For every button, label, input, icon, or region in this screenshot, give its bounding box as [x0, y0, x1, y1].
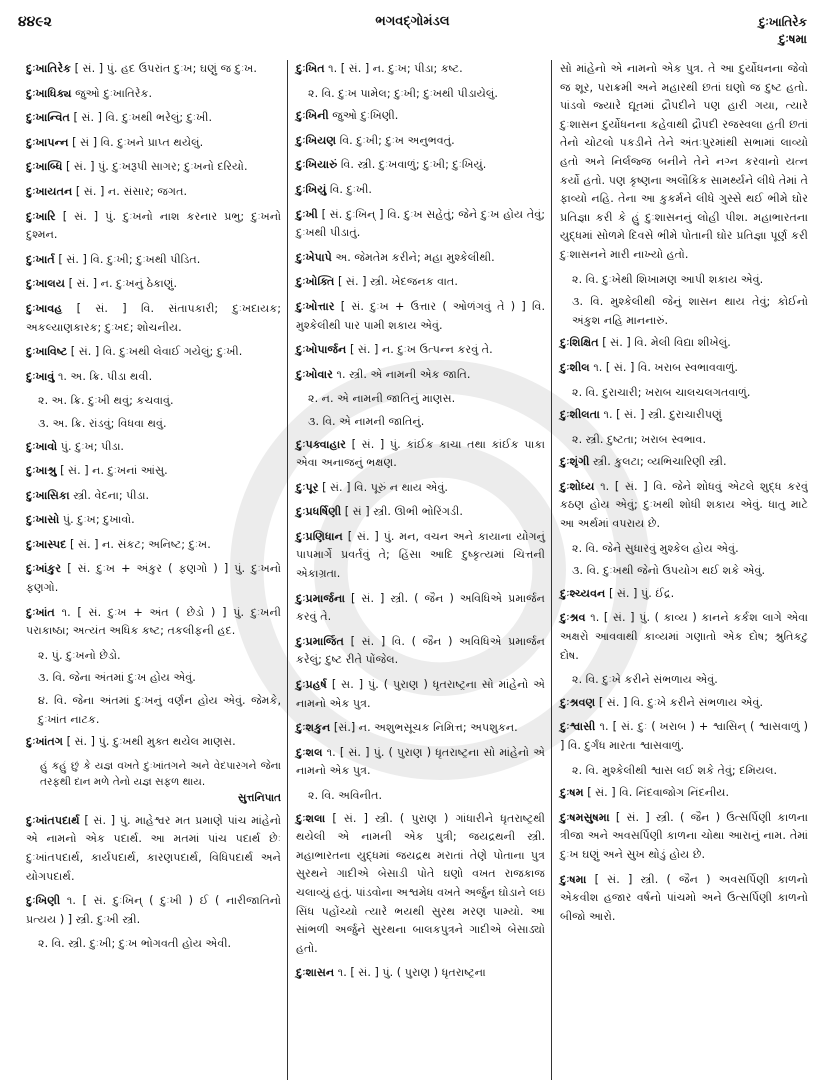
definition: જુઓ દુઃખાતિરેક.: [75, 86, 153, 100]
dictionary-entry: [26, 183, 281, 202]
headword: દુઃપૂર: [296, 480, 319, 494]
definition: ૧. [ સં. દુઃ ( ખરાબ ) + શ્વાસિન્ ( શ્વાસવાળું ) ] વિ. દુર્ગંધ મારતા શ્વાસવાળું.: [560, 720, 808, 752]
citation-quote: [40, 758, 281, 806]
headword: દુઃખાસિકા: [26, 488, 70, 502]
headword: દુઃખિણી: [26, 894, 61, 908]
headword: દુઃખાતિરેક: [26, 62, 72, 75]
dictionary-entry: [26, 251, 281, 270]
headword: દુઃશ્રવ: [560, 611, 586, 625]
dictionary-entry: [296, 964, 545, 983]
dictionary-entry: [296, 298, 545, 335]
dictionary-entry: [296, 273, 545, 292]
page-header: [0, 0, 825, 52]
dictionary-entry: [296, 132, 545, 151]
definition: [ સં. ] ન. દુઃખનું ઠેકાણું.: [68, 277, 178, 291]
dictionary-entry: [26, 511, 281, 530]
dictionary-entry: [26, 275, 281, 294]
sub-sense: ૨. અ. ક્રિ. દુઃખી થવું; કચવાવું.: [38, 394, 174, 408]
headword: દુઃખાસ્પદ: [26, 537, 67, 551]
dictionary-entry: [560, 609, 808, 665]
dictionary-entry: [296, 633, 545, 670]
definition: સ્ત્રી. કુલટા; વ્યભિચારિણી સ્ત્રી.: [593, 455, 727, 469]
headword: દુઃખાલય: [26, 277, 66, 291]
definition: ૧. [ સં. ] પું. ( પુરાણ ) ધૃતરાષ્ટ્રના: [337, 966, 486, 980]
definition: વિ. દુઃખી.: [329, 182, 372, 196]
definition: [ સં. ] ન. દુઃખ ઉત્પન્ન કરવું તે.: [349, 343, 493, 357]
sub-sense: ૨. સ્ત્રી. દુષ્ટતા; ખરાબ સ્વભાવ.: [572, 432, 707, 446]
definition: વિ. દુઃખી; દુઃખ અનુભવતું.: [339, 133, 455, 147]
headword: દુઃપ્રધર્ષિણી: [296, 505, 342, 519]
definition: [ સં. ] પું. હદ ઉપરાંત દુઃખ; ઘણું જ દુઃખ.: [74, 62, 257, 75]
quote-text: હું કહું છું કે યજ્ઞ વખતે દુઃખાંતગને અને વેદપારગને જેના તરફથી દાન મળે તેનો યજ્ઞ સફળ થાય.: [40, 759, 281, 788]
definition: ૧. [ સં. ] ન. દુઃખ; પીડા; કષ્ટ.: [328, 62, 463, 75]
headword: દુઃખાંકુર: [26, 562, 62, 576]
dictionary-entry: [26, 109, 281, 128]
headword: દુઃખાંતગ: [26, 735, 63, 749]
definition: [ સં. ] ન. દુઃખનાં આંસુ.: [60, 464, 168, 478]
dictionary-entry: [26, 158, 281, 177]
column-1: [26, 60, 288, 1080]
sub-sense: ૩. વિ. દુઃખથી જેનો ઉપયોગ થઈ શકે એવું.: [572, 564, 766, 578]
definition: [ સં. ] વિ. દુઃખથી ભરેલું; દુઃખી.: [73, 111, 213, 125]
dictionary-entry: [26, 300, 281, 337]
definition: [ સં. ] ન. સંસાર; જગત.: [75, 184, 188, 198]
sub-sense: ૩. વિ. એ નામની જાતિનું.: [308, 414, 425, 428]
headword: દુઃષમા: [560, 872, 587, 886]
definition: સ્ત્રી. વેદના; પીડા.: [73, 488, 150, 502]
dictionary-entry: [26, 438, 281, 457]
dictionary-entry: [560, 784, 808, 803]
definition: [ સં. દુઃખ + અંકુર ( ફણગો ) ] પું. દુઃખનો ફણગો.: [26, 562, 281, 595]
definition: [ સં. ] સ્ત્રી. ( જૈન ) ઉત્સર્પિણી કાળના ત્રીજા અને અવસર્પિણી કાળના ચોથા આરાનું નામ. તેમાં દુઃખ ઘણું અને સુખ થોડું હોય છે.: [560, 810, 808, 861]
dictionary-entry: [560, 478, 808, 534]
dictionary-entry: [26, 604, 281, 641]
headword: દુઃખિયારું: [296, 158, 338, 172]
definition: [ સં. ] પું. ઈંદ્ર.: [608, 586, 675, 600]
headword: દુઃપ્રહર્ષ: [296, 678, 327, 692]
definition: [ સ. ] પું. ( પુરાણ ) ધૃતરાષ્ટ્રના સો માંહેનો એ નામનો એક પુત્ર.: [296, 678, 545, 710]
sub-sense: ૨. વિ. દુરાચારી; ખરાબ ચાલચલગતવાળું.: [572, 385, 751, 399]
dictionary-columns: [26, 60, 808, 1080]
headword: દુઃપ્રમાર્જિત: [296, 634, 344, 648]
dictionary-entry: [26, 560, 281, 597]
definition: [ સં. ] પું. કાંઈક કાચા તથા કાંઈક પાકા એવા અનાજનું ભક્ષણ.: [296, 437, 545, 470]
definition: ૧. અ. ક્રિ. પીડા થવી.: [57, 369, 153, 383]
dictionary-entry: [26, 536, 281, 555]
definition: પું. દુઃખ; પીડા.: [60, 439, 124, 453]
headword: દુઃખાબ્ધિ: [26, 160, 63, 174]
sub-sense: ૩. અ. ક્રિ. રાંડવું; વિધવા થવું.: [38, 416, 167, 430]
column-3: [552, 60, 808, 1080]
headword: દુઃશલા: [296, 811, 326, 825]
dictionary-entry: [26, 85, 281, 104]
headword: દુઃખી: [296, 207, 318, 221]
sub-sense: ૨. વિ. દુઃખે કરીને સંભળાય એવું.: [572, 673, 718, 687]
dictionary-entry: [26, 134, 281, 153]
sub-sense: ૨. પું. દુઃખનો છેડો.: [38, 648, 121, 662]
definition: પું. દુઃખ; દુખાવો.: [62, 513, 135, 527]
definition: [ સં. ] વિ. ( જૈન ) અવિધિએ પ્રમાર્જન કરેલું; દુષ્ટ રીતે પોંજેલ.: [296, 634, 545, 667]
dictionary-entry: [296, 60, 545, 79]
quote-source: સુત્તનિપાત: [237, 791, 281, 804]
definition: [ સં. ] વિ. દુઃખથી લેવાઈ ગયેલું; દુઃખી.: [70, 345, 243, 359]
headword: દુઃખિયું: [296, 182, 327, 196]
sub-sense: ૩. વિ. જેના અંતમાં દુઃખ હોય એવું.: [38, 671, 196, 685]
sub-sense: ૨. વિ. મુશ્કેલીથી શ્વાસ લઈ શકે તેવું; દમિયલ.: [572, 763, 778, 777]
column-2: [288, 60, 552, 1080]
dictionary-entry: [296, 479, 545, 498]
definition: વિ. સ્ત્રી. દુઃખવાળું; દુઃખી; દુઃખિયું.: [340, 158, 487, 172]
dictionary-entry: [26, 368, 281, 387]
headword: દુઃખાસો: [26, 513, 60, 527]
dictionary-entry: [26, 462, 281, 481]
dictionary-entry: [296, 810, 545, 959]
headword: દુઃપ્રણિધાન: [296, 529, 343, 543]
dictionary-entry: [560, 334, 808, 353]
definition: ૧. [ સં. ] વિ. ખરાબ સ્વભાવવાળું.: [593, 360, 738, 374]
definition: [ સં. ] વિ. સંતાપકારી; દુઃખદાયક; અકલ્યાણકારક; દુઃખદ; શોચનીય.: [26, 301, 282, 334]
sub-sense: ૨. ન. એ નામની જાતિનું માણસ.: [308, 392, 456, 406]
definition: [ સં. ] સ્ત્રી. ખેદજનક વાત.: [338, 275, 458, 289]
headword: દુઃખાવહ: [26, 301, 63, 315]
headword: દુઃખિની: [296, 109, 329, 123]
headword: દુઃશ્ચ્યવન: [560, 586, 606, 600]
dictionary-entry: [296, 436, 545, 473]
dictionary-entry: [296, 528, 545, 584]
headword: દુઃખિયણ: [296, 133, 337, 147]
dictionary-entry: [560, 585, 808, 604]
headword: દુઃખાવું: [26, 369, 55, 383]
headword: દુઃખાંત: [26, 605, 55, 619]
definition: [ સં. ] વિ. પૂરું ન થાય એવું.: [322, 480, 448, 494]
definition: [ સં. દુઃખ + ઉત્તાર ( ઓળંગવું તે ) ] વિ. મુશ્કેલીથી પાર પામી શકાય એવું.: [296, 299, 545, 332]
definition: [ સં. ] વિ. નિંદવાજોગ નિંદનીય.: [587, 786, 730, 800]
headword: દુઃપક્વાહાર: [296, 437, 346, 451]
sub-sense: ૩. વિ. મુશ્કેલીથી જેનું શાસન થાય તેવું; કોઈનો અંકુશ નહિ માનનારું.: [572, 295, 808, 327]
headword: દુઃષમસુષમા: [560, 810, 610, 824]
headword: દુઃશૃંગી: [560, 455, 590, 469]
headword: દુઃશલ: [296, 745, 323, 759]
headword: દુઃશકુન: [296, 721, 331, 735]
dictionary-entry: [560, 871, 808, 927]
headword: દુઃખારિ: [26, 209, 56, 223]
dictionary-entry: [296, 676, 545, 713]
dictionary-entry: [296, 744, 545, 781]
definition: [ સં. ] પું. માહેશ્વર મત પ્રમાણે પાંચ માંહેનો એ નામનો એક પદાર્થ. આ મતમાં પાંચ પદાર્થ છેઃ દુઃખાંતપદાર્થ, કાર્યપદાર્થ, કારણપદાર્થ, વિધિપદાર્થ અને યોગપદાર્થ.: [26, 813, 281, 883]
dictionary-entry: [296, 719, 545, 738]
definition: ૧. [ સં. ] સ્ત્રી. દુરાચારીપણું: [603, 408, 722, 422]
dictionary-entry: [26, 343, 281, 362]
guide-word-last: દુઃષમા: [778, 32, 807, 46]
page-number: ૪૪૯૨: [18, 14, 52, 30]
running-title: ભગવદ્ગોમંડલ: [375, 14, 450, 29]
definition: ૧. [ સં. ] પું. ( પુરાણ ) ધૃતરાષ્ટ્રના સો માંહેનો એ નામનો એક પુત્ર.: [296, 745, 545, 778]
dictionary-entry: [26, 733, 281, 752]
definition: [ સં. ] સ્ત્રી. ( જૈન ) અવસર્પિણી કાળનો એકવીશ હજાર વર્ષનો પાંચમો અને ઉત્સર્પિણી કાળનો બીજો આરો.: [560, 872, 808, 923]
dictionary-entry: [296, 249, 545, 268]
definition: [ સં. ] પું. દુઃખથી મુક્ત થયેલ માણસ.: [66, 735, 236, 749]
definition: [ સં. ] વિ. દુઃખી; દુઃખથી પીડિત.: [58, 252, 201, 266]
dictionary-entry: [296, 503, 545, 522]
dictionary-entry: [296, 341, 545, 360]
definition: [ સં ] સ્ત્રી. ઊભી ભોરિંગડી.: [344, 505, 463, 519]
definition: ૧. [ સં. ] પું. ( કાવ્ય ) કાનને કર્કશ લાગે એવા અક્ષરો આવવાથી કાવ્યમાં ગણાતો એક દોષ; શ્રુતિકટુ દોષ.: [560, 611, 808, 662]
headword: દુઃશિક્ષિત: [560, 336, 599, 350]
headword: દુઃશીલતા: [560, 408, 600, 422]
sub-sense: ૨. વિ. જેને સુધારવું મુશ્કેલ હોય એવું.: [572, 541, 739, 555]
definition: ૧. સ્ત્રી. એ નામની એક જાતિ.: [336, 367, 471, 381]
definition: [ સં. ] વિ. દુઃખે કરીને સંભળાય એવું.: [598, 695, 764, 709]
definition: જુઓ દુઃખિણી.: [332, 109, 399, 123]
dictionary-entry: [296, 181, 545, 200]
definition: ૧. [ સં. દુઃખિન્ ( દુઃખી ) ઈ ( નારીજાતિનો પ્રત્યય ) ] સ્ત્રી. દુઃખી સ્ત્રી.: [26, 894, 282, 926]
headword: દુઃખાધિક્ય: [26, 86, 72, 100]
dictionary-entry: [26, 60, 281, 79]
headword: દુઃખાન્વિત: [26, 111, 70, 125]
definition: અ. જેમતેમ કરીને; મહા મુશ્કેલીથી.: [335, 250, 495, 264]
headword: દુઃખોપાર્જન: [296, 343, 347, 357]
headword: દુઃપ્રમાર્જના: [296, 591, 346, 605]
definition: [ સં ] વિ. દુઃખને પ્રાપ્ત થયેલું.: [72, 135, 204, 149]
headword: દુઃખાશ્રુ: [26, 464, 57, 478]
headword: દુઃશાસન: [296, 966, 335, 980]
headword: દુઃખોવાર: [296, 367, 333, 381]
dictionary-entry: [560, 453, 808, 472]
sub-sense: ૨. વિ. દુઃખ પામેલ; દુઃખી; દુઃખથી પીડાયેલું.: [308, 86, 498, 100]
headword: દુઃખેપાપે: [296, 250, 332, 264]
headword: દુઃખાપન્ન: [26, 135, 69, 149]
dictionary-entry: [26, 487, 281, 506]
headword: દુઃષમ: [560, 786, 584, 800]
guide-word-first: દુઃખાતિરેક: [758, 15, 807, 29]
headword: દુઃશ્રવણ: [560, 695, 596, 709]
dictionary-entry: [26, 208, 281, 245]
dictionary-entry: [296, 206, 545, 243]
definition: [ સં. ] પું. દુઃખરૂપી સાગર; દુઃખનો દરિયો.: [65, 160, 248, 174]
headword: દુઃશીલ: [560, 360, 590, 374]
definition: [ સં. ] સ્ત્રી. ( જૈન ) અવિધિએ પ્રમાર્જન કરવું તે.: [296, 591, 545, 624]
headword: દુઃખિત: [296, 62, 325, 75]
dictionary-entry: [296, 590, 545, 627]
headword: દુઃખાયતન: [26, 184, 73, 198]
definition: [સં.] ન. અશુભસૂચક નિમિત્ત; અપશુકન.: [333, 721, 518, 735]
sub-sense: ૨. વિ. સ્ત્રી. દુઃખી; દુઃખ ભોગવતી હોય એવી.: [38, 937, 232, 951]
headword: દુઃખોક્તિ: [296, 275, 335, 289]
definition: ૧. [ સં. દુઃખ + અંત ( છેડો ) ] પું. દુઃખની પરાકાષ્ઠા; અત્યંત અધિક કષ્ટ; તકલીફની હદ.: [26, 605, 282, 638]
dictionary-entry: [26, 892, 281, 929]
sub-sense: ૨. વિ. દુઃખેથી શિખામણ આપી શકાય એવું.: [572, 272, 764, 286]
headword: દુઃખાવિષ્ટ: [26, 345, 68, 359]
definition: [ સં. ] પું. દુઃખનો નાશ કરનાર પ્રભુ; દુઃખનો દુશ્મન.: [26, 209, 281, 242]
headword: દુઃખોત્તાર: [296, 299, 335, 313]
dictionary-entry: [560, 694, 808, 713]
definition: [ સં. ] સ્ત્રી. ( પુરાણ ) ગાંધારીને ધૃતરાષ્ટ્રથી થયેલી એ નામની એક પુત્રી; જયદ્રથની સ્ત્રી. મહાભારતના યુદ્ધમાં જયદ્રથ મરાતાં તેણે પોતાના પુત્ર સુરથને ગાદીએ બેસાડી પોતે ઘણો વખત રાજકાજ ચલાવ્યું હતું. પાંડવોના અશ્વમેધ વખતે અર્જુન ઘોડાને લઇ સિંધ પહોંચ્યો ત્યારે ભયથી સુરથ મરણ પામ્યો. આ સાંભળી અર્જુને સુરથના બાલકપુત્રને ગાદીએ બેસાડ્યો હતો.: [296, 811, 546, 955]
definition: [ સં. ] વિ. મેલી વિદ્યા શીખેલું.: [602, 336, 731, 350]
definition: ૧. [ સં. ] વિ. જેને શોધવું એટલે શુદ્ધ કરવું કઠણ હોય એવું; દુઃખથી શોધી શકાય એવું. ધાતુ માટે આ અર્થમાં વપરાય છે.: [560, 479, 808, 531]
headword: દુઃશોધ્ય: [560, 479, 595, 493]
headword: દુઃખાંતપદાર્થ: [26, 813, 80, 827]
guide-words: [759, 14, 807, 48]
dictionary-entry: [26, 812, 281, 886]
dictionary-entry: [560, 359, 808, 378]
dictionary-entry: [296, 366, 545, 385]
definition: [ સં. દુઃખિન્ ] વિ. દુઃખ સહેતું; જેને દુઃખ હોય તેવું; દુઃખથી પીડાતું.: [296, 207, 545, 240]
definition: [ સં. ] પું. મન, વચન અને કાયાના યોગનું પાપમાર્ગે પ્રવર્તવું તે; હિંસા આદિ દુષ્કૃત્યમાં ચિત્તની એકાગ્રતા.: [296, 529, 545, 581]
sub-sense: ૪. વિ. જેના અંતમાં દુઃખનું વર્ણન હોય એવું. જેમકે, દુઃખાંત નાટક.: [38, 694, 281, 726]
headword: દુઃશ્વાસી: [560, 720, 596, 734]
dictionary-entry: [296, 156, 545, 175]
headword: દુઃખાવો: [26, 439, 58, 453]
dictionary-entry: [560, 406, 808, 425]
definition: [ સં. ] ન. સંકટ; અનિષ્ટ; દુઃખ.: [70, 537, 211, 551]
dictionary-entry: [296, 107, 545, 126]
entry-continuation: સો માંહેનો એ નામનો એક પુત્ર. તે આ દુર્યોધનના જેવો જ શૂર, પરાક્રમી અને મહારથી છતાં ઘણો જ દુષ્ટ હતો. પાંડવો જ્યારે દ્યૂતમાં દ્રૌપદીને પણ હારી ગયા, ત્યારે દુઃશાસન દુર્યોધનના કહેવાથી દ્રૌપદી રજસ્વલા હતી છતાં તેનો ચોટલો પકડીને તેને અંતઃપુરમાંથી સભામાં લાવ્યો હતો અને નિર્લજ્જ બનીને તેને નગ્ન કરવાનો યત્ન કર્યો હતો. પણ કૃષ્ણના અલૌકિક સામર્થ્યને લીધે તેમાં તે ફાવ્યો નહિ. તેના આ કુકર્મને લીધે ગુસ્સે થઈ ભીમે ઘોર પ્રતિજ્ઞા કરી કે હું દુઃશાસનનું લોહી પીશ. મહાભારતના યુદ્ધમાં સોળમે દિવસે ભીમે પોતાની ઘોર પ્રતિજ્ઞા પૂર્ણ કરી દુઃશાસનને મારી નાખ્યો હતો.: [560, 62, 808, 261]
sub-sense: ૨. વિ. અવિનીત.: [308, 789, 383, 802]
dictionary-entry: [560, 718, 808, 755]
dictionary-entry: [560, 809, 808, 865]
headword: દુઃખાર્ત: [26, 252, 55, 266]
